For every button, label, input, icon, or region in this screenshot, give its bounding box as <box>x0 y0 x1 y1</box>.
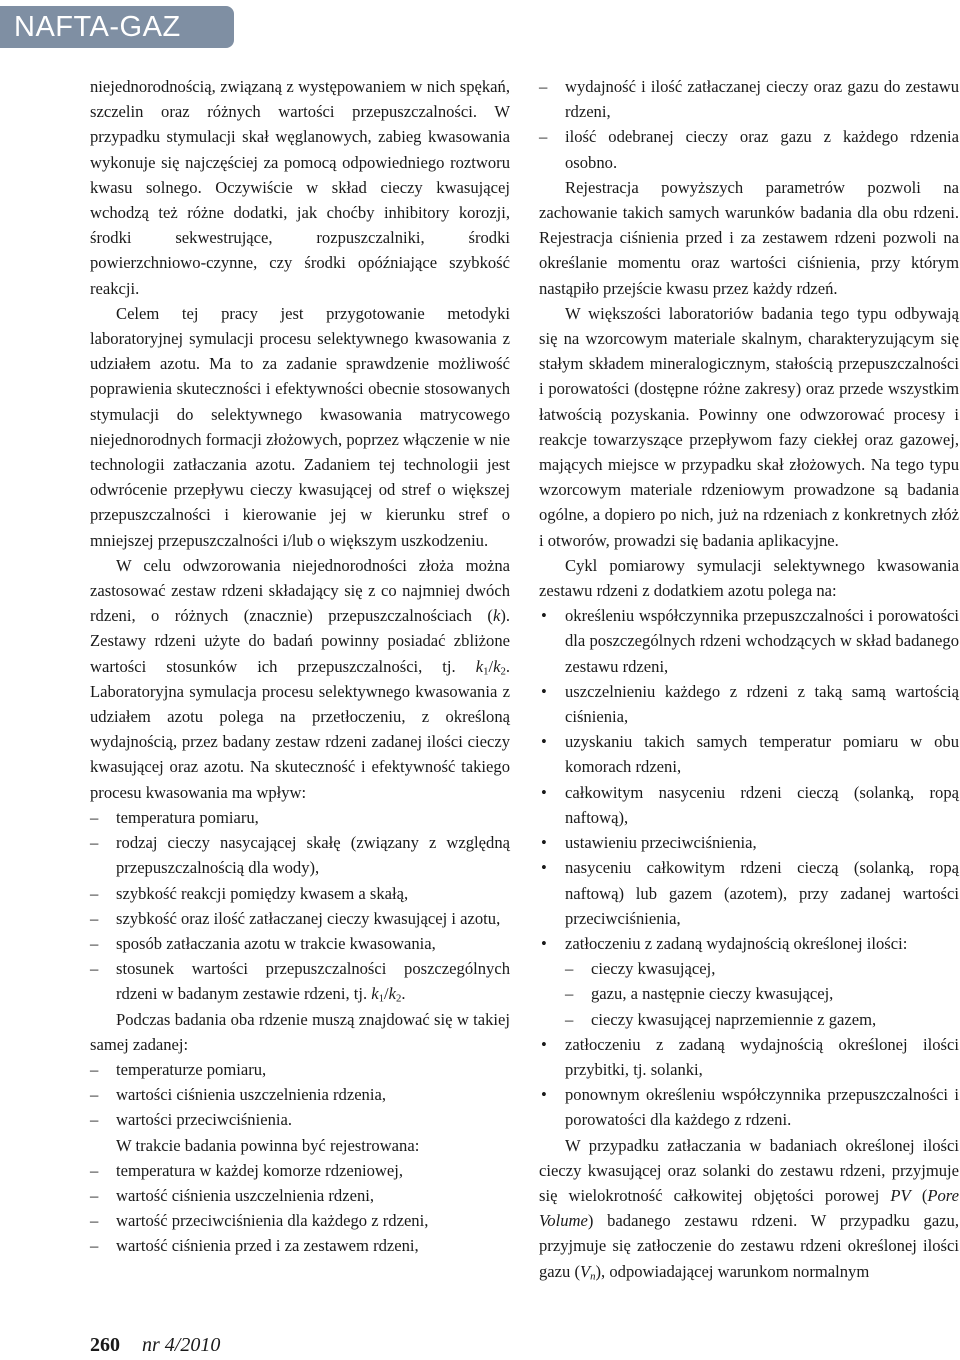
list-item: • zatłoczeniu z zadaną wydajnością określonej ilości: – cieczy kwasującej, – gazu, a następnie cieczy kwasującej, – cieczy kwasującej naprzemiennie z gazem, <box>539 931 959 1032</box>
sublist-item: – gazu, a następnie cieczy kwasującej, <box>565 981 959 1006</box>
paragraph: niejednorodnością, związaną z występowaniem w nich spękań, szczelin oraz różnych wartości przepuszczalności. W przypadku stymulacji skał węglanowych, zabieg kwasowania wykonuje się najczęściej za pomocą odpowiedniego roztworu kwasu solnego. Oczywiście w skład cieczy kwasującej wchodzą też różne dodatki, jak choćby inhibitory korozji, środki sekwestrujące, rozpuszczalniki, środki powierzchniowo-czynne, czy środki opóźniające szybkość reakcji. <box>90 77 510 298</box>
list-item: – sposób zatłaczania azotu w trakcie kwasowania, <box>90 931 510 956</box>
list-item: – szybkość oraz ilość zatłaczanej cieczy kwasującej i azotu, <box>90 906 510 931</box>
list-item: • określeniu współczynnika przepuszczalności i porowatości dla poszczególnych rdzeni wchodzących w skład badanego zestawu rdzeni, <box>539 603 959 679</box>
list-item: – stosunek wartości przepuszczalności poszczególnych rdzeni w badanym zestawie rdzeni, tj. $k_1/k_2$. <box>90 956 510 1006</box>
injection-sublist <box>565 956 959 1032</box>
sublist-item: – cieczy kwasującej, <box>565 956 959 981</box>
left-column <box>90 74 510 1259</box>
page-number: 260 <box>90 1334 120 1356</box>
paragraph: W celu odwzorowania niejednorodności złoża można zastosować zestaw rdzeni składający się z co najmniej dwóch rdzeni, o różnych (znacznie) przepuszczalnościach (k). Zestawy rdzeni użyte do badań powinny posiadać zbliżone wartości stosunków ich przepuszczalności, tj. $k_1/k_2$. Laboratoryjna symulacja procesu selektywnego kwasowania z udziałem azotu polega na przetłoczeniu, z określoną wydajnością, przez badany zestaw rdzeni zadanej ilości cieczy kwasującej oraz azotu. Na skuteczność i efektywność takiego procesu kwasowania ma wpływ: <box>90 555 510 802</box>
list-item: – wydajność i ilość zatłaczanej cieczy oraz gazu do zestawu rdzeni, <box>539 74 959 124</box>
list-item: • uzyskaniu takich samych temperatur pomiaru w obu komorach rdzeni, <box>539 729 959 779</box>
paragraph: W przypadku zatłaczania w badaniach określonej ilości cieczy kwasującej oraz solanki do zestawu rdzeni, przyjmuje się wielokrotność całkowitej objętości porowej PV (Pore Volume) badanego zestawu rdzeni. W przypadku gazu, przyjmuje się zatłoczenie do zestawu rdzeni określonej ilości gazu $(V_n)$, odpowiadającej warunkom normalnym <box>539 1135 959 1283</box>
list-item: • ustawieniu przeciwciśnienia, <box>539 830 959 855</box>
conditions-list <box>90 1057 510 1133</box>
list-item: • uszczelnieniu każdego z rdzeni z taką samą wartością ciśnienia, <box>539 679 959 729</box>
list-item: – rodzaj cieczy nasycającej skałę (związany z względną przepuszczalnością dla wody), <box>90 830 510 880</box>
sublist-item: – cieczy kwasującej naprzemiennie z gazem, <box>565 1007 959 1032</box>
right-column <box>539 74 959 1284</box>
list-item: • ponownym określeniu współczynnika przepuszczalności i porowatości dla każdego z rdzeni. <box>539 1082 959 1132</box>
list-item: – wartość ciśnienia uszczelnienia rdzeni, <box>90 1183 510 1208</box>
list-item: – wartości przeciwciśnienia. <box>90 1107 510 1132</box>
list-item: – temperatura w każdej komorze rdzeniowej, <box>90 1158 510 1183</box>
page-footer <box>90 1334 220 1357</box>
list-item: – wartość ciśnienia przed i za zestawem rdzeni, <box>90 1233 510 1258</box>
journal-masthead: NAFTA-GAZ <box>0 6 234 48</box>
factor-list <box>90 805 510 1007</box>
list-item: • nasyceniu całkowitym rdzeni cieczą (solanką, ropą naftową) lub gazem (azotem), przy zadanej wartości przeciwciśnienia, <box>539 855 959 931</box>
list-item: – temperatura pomiaru, <box>90 805 510 830</box>
recorded-list-continued <box>539 74 959 175</box>
paragraph: Podczas badania oba rdzenie muszą znajdować się w takiej samej zadanej: <box>90 1009 510 1054</box>
issue-label: nr 4/2010 <box>142 1334 221 1356</box>
paragraph: W trakcie badania powinna być rejestrowana: <box>116 1135 420 1155</box>
list-item: • całkowitym nasyceniu rdzeni cieczą (solanką, ropą naftową), <box>539 780 959 830</box>
list-item: – temperaturze pomiaru, <box>90 1057 510 1082</box>
list-item: – wartość przeciwciśnienia dla każdego z rdzeni, <box>90 1208 510 1233</box>
paragraph: Celem tej pracy jest przygotowanie metodyki laboratoryjnej symulacji procesu selektywnego kwasowania z udziałem azotu. Ma to za zadanie sprawdzenie możliwość poprawienia skuteczności i efektywności obecnie stosowanych stymulacji do selektywnego kwasowania matrycowego niejednorodnych formacji złożowych, poprzez włączenie w nie technologii zatłaczania azotu. Zadaniem tej technologii jest odwrócenie przepływu cieczy kwasującej od stref o większej przepuszczalności i kierowanie jej w kierunku stref o mniejszej przepuszczalności i/lub o większym uszkodzeniu. <box>90 303 510 550</box>
measurement-cycle-list <box>539 603 959 1132</box>
list-item: • zatłoczeniu z zadaną wydajnością określonej ilości przybitki, tj. solanki, <box>539 1032 959 1082</box>
list-item: – ilość odebranej cieczy oraz gazu z każdego rdzenia osobno. <box>539 124 959 174</box>
list-item: – wartości ciśnienia uszczelnienia rdzenia, <box>90 1082 510 1107</box>
list-item: – szybkość reakcji pomiędzy kwasem a skałą, <box>90 881 510 906</box>
paragraph: Rejestracja powyższych parametrów pozwoli na zachowanie takich samych warunków badania dla obu rdzeni. Rejestracja ciśnienia przed i za zestawem rdzeni pozwoli na określanie momentu oraz wartości ciśnienia, przy którym nastąpiło przejście kwasu przez każdy rdzeń. <box>539 177 959 298</box>
recorded-list <box>90 1158 510 1259</box>
paragraph: W większości laboratoriów badania tego typu odbywają się na wzorcowym materiale skalnym, charakteryzującym się stałym składem mineralogicznym, stałością przepuszczalności i porowatości (dostępne różne zakresy) oraz przede wszystkim łatwością pozyskania. Powinny one odwzorować procesy i reakcje towarzyszące przepływom fazy ciekłej oraz gazowej, mających miejsce w przypadku skał złożowych. Na tego typu wzorcowym materiale rdzeniowym prowadzone są badania ogólne, a dopiero po nich, już na rdzeniach z konkretnych złóż i otworów, prowadzi się badania aplikacyjne. <box>539 303 959 550</box>
paragraph: Cykl pomiarowy symulacji selektywnego kwasowania zestawu rdzeni z dodatkiem azotu polega na: <box>539 555 959 601</box>
